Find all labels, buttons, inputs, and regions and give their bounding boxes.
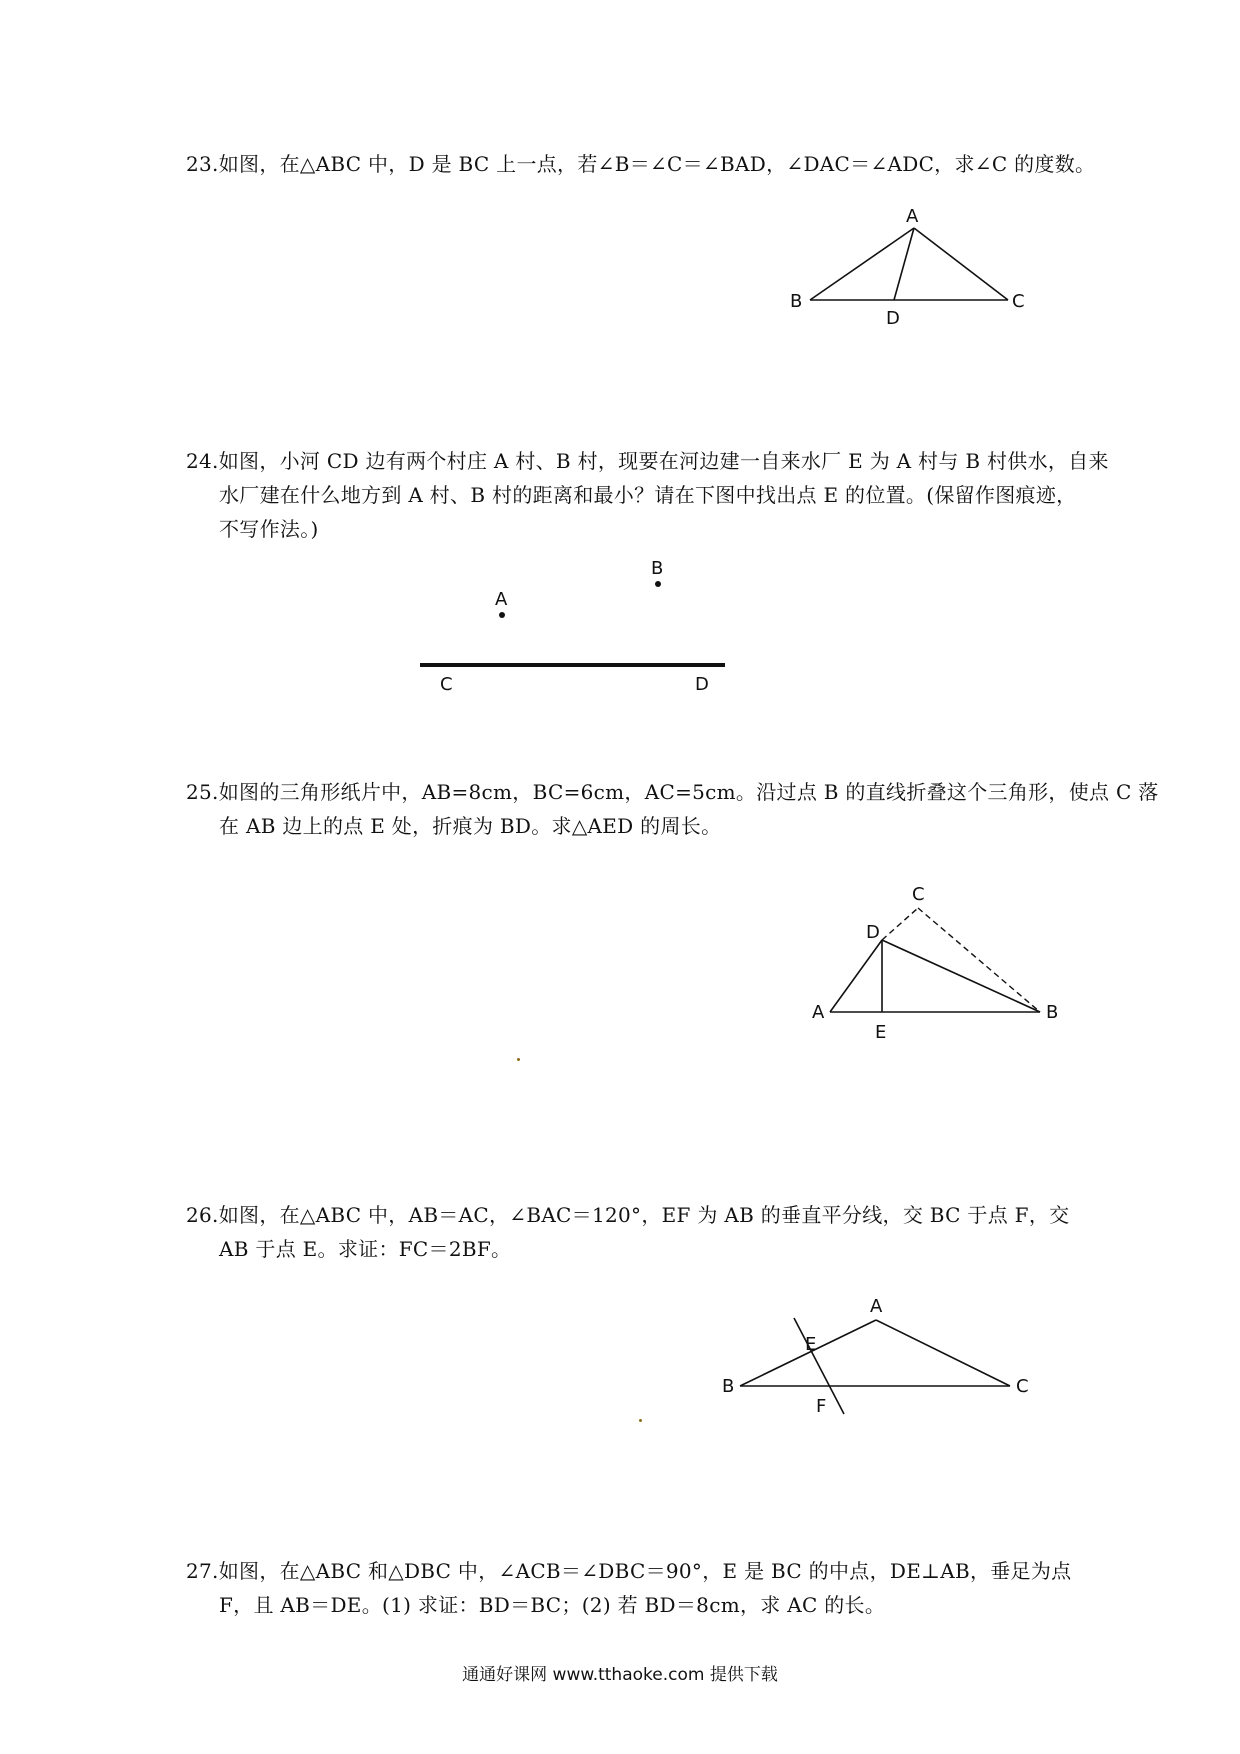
- question-text: 水厂建在什么地方到 A 村、B 村的距离和最小？请在下图中找出点 E 的位置。(保留作图痕迹，: [219, 483, 1077, 507]
- label-E: E: [875, 1022, 887, 1043]
- question-text: 如图，在△ABC 中，D 是 BC 上一点，若∠B＝∠C＝∠BAD，∠DAC＝∠ADC，求∠C 的度数。: [218, 152, 1096, 176]
- label-A: A: [495, 589, 508, 610]
- question-number: 25.: [186, 780, 219, 804]
- label-B: B: [790, 291, 803, 312]
- stray-dot: [639, 1419, 642, 1422]
- label-C: C: [440, 674, 453, 695]
- label-A: A: [870, 1296, 883, 1317]
- question-23: [186, 147, 1095, 181]
- question-text: AB 于点 E。求证：FC＝2BF。: [219, 1237, 512, 1261]
- question-text: 如图的三角形纸片中，AB=8cm，BC=6cm，AC=5cm。沿过点 B 的直线折叠这个三角形，使点 C 落: [218, 780, 1159, 804]
- question-26: [186, 1198, 1069, 1266]
- label-B: B: [722, 1376, 735, 1397]
- question-text: 如图，在△ABC 中，AB＝AC，∠BAC＝120°，EF 为 AB 的垂直平分线，交 BC 于点 F，交: [218, 1203, 1070, 1227]
- question-text: 不写作法。): [219, 517, 319, 541]
- question-text: 在 AB 边上的点 E 处，折痕为 BD。求△AED 的周长。: [219, 814, 722, 838]
- figure-25-folded-triangle: [800, 880, 1080, 1060]
- question-text: 如图，小河 CD 边有两个村庄 A 村、B 村，现要在河边建一自来水厂 E 为 A 村与 B 村供水，自来: [218, 449, 1109, 473]
- label-D: D: [695, 674, 709, 695]
- label-C: C: [912, 884, 925, 905]
- label-B: B: [1046, 1002, 1059, 1023]
- label-A: A: [812, 1002, 825, 1023]
- label-F: F: [816, 1396, 827, 1417]
- figure-24-river: [415, 550, 735, 700]
- question-number: 26.: [186, 1203, 219, 1227]
- label-E: E: [805, 1334, 817, 1355]
- label-A: A: [906, 206, 919, 227]
- page-footer: 通通好课网 www.tthaoke.com 提供下载: [462, 1665, 778, 1685]
- question-25: [186, 775, 1159, 843]
- question-text: F，且 AB＝DE。(1) 求证：BD＝BC；(2) 若 BD＝8cm，求 AC 的长。: [219, 1593, 886, 1617]
- question-number: 23.: [186, 152, 219, 176]
- question-24: [186, 444, 1109, 546]
- label-C: C: [1016, 1376, 1029, 1397]
- question-number: 24.: [186, 449, 219, 473]
- figure-26-triangle: [710, 1270, 1050, 1420]
- figure-23-triangle: [780, 200, 1040, 330]
- question-number: 27.: [186, 1559, 219, 1583]
- stray-dot: [517, 1058, 520, 1061]
- question-text: 如图，在△ABC 和△DBC 中，∠ACB＝∠DBC＝90°，E 是 BC 的中点，DE⊥AB，垂足为点: [218, 1559, 1072, 1583]
- label-C: C: [1012, 291, 1025, 312]
- label-D: D: [866, 922, 880, 943]
- question-27: [186, 1554, 1071, 1622]
- label-B: B: [651, 558, 664, 579]
- label-D: D: [886, 308, 900, 329]
